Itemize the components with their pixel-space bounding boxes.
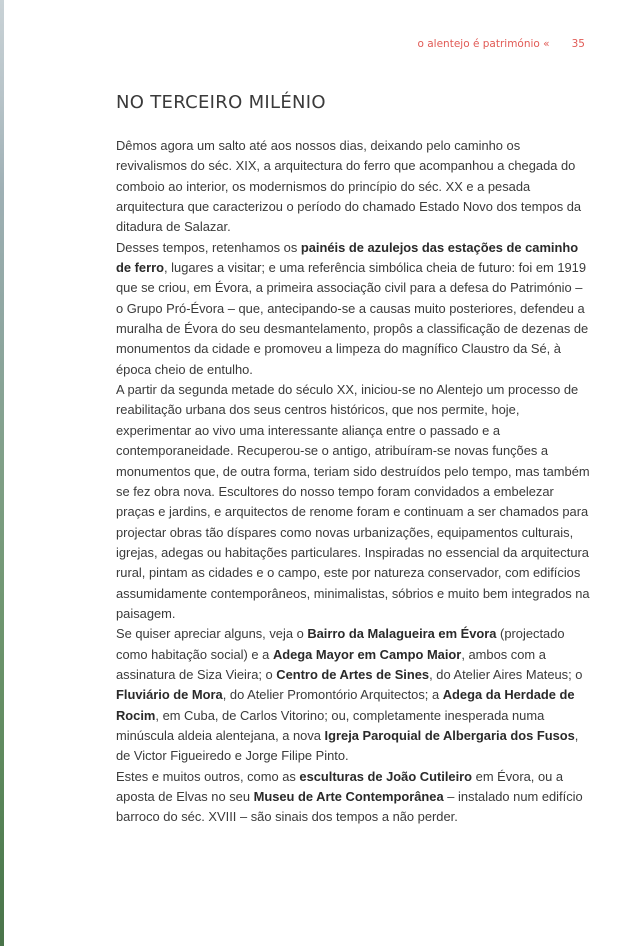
highlighted-place: painéis de azulejos das estações de caminho de ferro [116, 239, 579, 276]
running-header [417, 38, 585, 50]
text-run: em Évora, ou a aposta de Elvas no seu [116, 768, 564, 804]
highlighted-place: Fluviário de Mora [116, 687, 223, 703]
highlighted-place: Centro de Artes de Sines [276, 666, 430, 682]
highlighted-place: Igreja Paroquial de Albergaria dos Fusos [324, 727, 575, 743]
highlighted-place: Museu de Arte Contemporânea [253, 789, 444, 804]
text-run: – instalado num edifício barroco do séc. XVIII – são sinais dos tempos a não perder. [116, 789, 583, 825]
text-run: A partir da segunda metade do século XX, iniciou-se no Alentejo um processo de reabilitação urbana dos seus centros históricos, que nos permite, hoje, experimentar ao vivo uma interessante aliança entre o passado e a contemporaneidade. Recuperou-se o antigo, atribuíram-se novas funções a monumentos que, de outra forma, teriam sido destruídos pelo tempo, mas também se fez obra nova. Escultores do nosso tempo foram convidados a embelezar praças e jardins, e arquitectos de renome foram e continuam a ser chamados para projectar obras tão díspares como novas urbanizações, equipamentos culturais, igrejas, adegas ou habitações particulares. Inspiradas no essencial da arquitectura rural, pintam as cidades e o campo, este por natureza conservador, com edifícios assumidamente contemporâneos, minimalistas, sóbrios e muito bem integrados na paisagem. [116, 382, 590, 621]
running-title: o alentejo é património « [417, 38, 550, 50]
page-number: 35 [571, 38, 585, 50]
page-edge-photo-strip [0, 0, 4, 946]
text-run: , ambos com a assinatura de Siza Vieira; o [116, 646, 546, 682]
highlighted-place: Adega da Herdade de Rocim [116, 687, 575, 723]
paragraph [116, 767, 592, 828]
paragraph [116, 136, 592, 238]
text-run: , lugares a visitar; e uma referência simbólica cheia de futuro: foi em 1919 que se criou, em Évora, a primeira associação civil para a defesa do Património – o Grupo Pró-Évora – que, antecipando-se a causas muito posteriores, defendeu a muralha de Évora do seu desmantelamento, propôs a classificação de dezenas de monumentos da cidade e promoveu a limpeza do magnífico Claustro da Sé, à época cheio de entulho. [116, 260, 589, 377]
highlighted-place: esculturas de João Cutileiro [299, 768, 473, 784]
body-text [116, 136, 592, 828]
highlighted-place: Adega Mayor em Campo Maior [272, 646, 462, 662]
paragraph [116, 624, 592, 766]
paragraph [116, 238, 592, 380]
text-run: , do Atelier Aires Mateus; o [429, 666, 583, 682]
text-run: Desses tempos, retenhamos os [116, 239, 301, 255]
text-run: , de Victor Figueiredo e Jorge Filipe Pinto. [116, 727, 579, 764]
section-heading: NO TERCEIRO MILÉNIO [116, 92, 326, 113]
text-run: Se quiser apreciar alguns, veja o [116, 626, 308, 642]
paragraph [116, 380, 592, 624]
text-run: Dêmos agora um salto até aos nossos dias, deixando pelo caminho os revivalismos do séc. XIX, a arquitectura do ferro que acompanhou a chegada do comboio ao interior, os modernismos do princípio do séc. XX e a pesada arquitectura que caracterizou o período do chamado Estado Novo dos tempos da ditadura de Salazar. [116, 138, 582, 235]
text-run: , em Cuba, de Carlos Vitorino; ou, completamente inesperada numa minúscula aldeia alentejana, a nova [116, 707, 545, 743]
text-run: (projectado como habitação social) e a [116, 626, 565, 662]
text-run: , do Atelier Promontório Arquitectos; a [222, 687, 443, 703]
text-run: Estes e muitos outros, como as [116, 768, 300, 784]
highlighted-place: Bairro da Malagueira em Évora [307, 626, 497, 642]
